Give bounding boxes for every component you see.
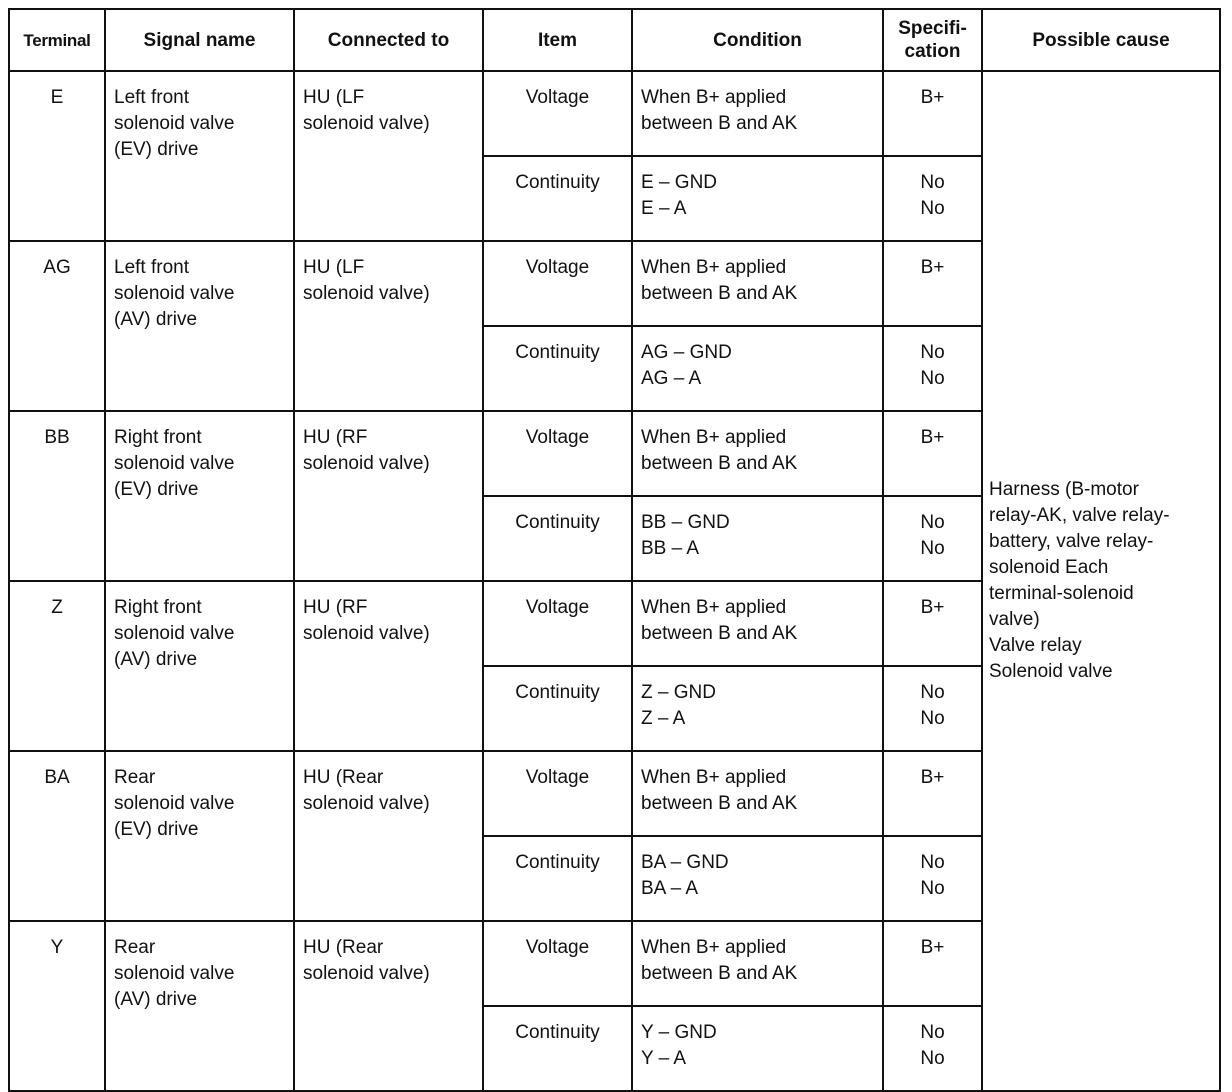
condition-continuity-line: Z – GND [641, 682, 716, 703]
spec-continuity-line: No [920, 682, 945, 703]
spec-continuity-cell [883, 1006, 982, 1091]
spec-voltage-cell: B+ [883, 581, 982, 666]
item-voltage-cell: Voltage [483, 921, 632, 1006]
condition-continuity-line: Y – A [641, 1048, 687, 1069]
spec-voltage-cell: B+ [883, 411, 982, 496]
item-voltage-cell: Voltage [483, 241, 632, 326]
connected-to-line: HU (Rear [303, 937, 384, 958]
connected-to-cell [294, 241, 483, 411]
signal-name-line: Right front [114, 427, 202, 448]
spec-continuity-line: No [920, 1048, 945, 1069]
header-signal-name: Signal name [105, 9, 294, 71]
connected-to-line: solenoid valve) [303, 283, 430, 304]
item-continuity-cell: Continuity [483, 1006, 632, 1091]
spec-continuity-cell [883, 496, 982, 581]
spec-continuity-cell [883, 666, 982, 751]
signal-name-line: Right front [114, 597, 202, 618]
item-continuity-cell: Continuity [483, 666, 632, 751]
condition-continuity-cell [632, 156, 883, 241]
condition-voltage-line: between B and AK [641, 113, 798, 134]
condition-continuity-line: BB – A [641, 538, 700, 559]
condition-voltage-line: When B+ applied [641, 427, 787, 448]
header-row [9, 9, 1220, 71]
signal-name-line: Rear [114, 767, 156, 788]
spec-continuity-line: No [920, 368, 945, 389]
connected-to-line: HU (LF [303, 257, 365, 278]
possible-cause-line: Solenoid valve [989, 661, 1113, 682]
connected-to-cell [294, 921, 483, 1091]
item-continuity-cell: Continuity [483, 326, 632, 411]
signal-name-line: (AV) drive [114, 649, 198, 670]
terminal-cell: E [9, 71, 105, 241]
signal-name-line: (EV) drive [114, 479, 199, 500]
terminal-cell: Z [9, 581, 105, 751]
condition-voltage-line: When B+ applied [641, 87, 787, 108]
signal-name-line: (EV) drive [114, 139, 199, 160]
signal-name-line: (EV) drive [114, 819, 199, 840]
condition-voltage-cell [632, 921, 883, 1006]
spec-continuity-line: No [920, 708, 945, 729]
signal-name-line: solenoid valve [114, 113, 235, 134]
condition-continuity-cell [632, 326, 883, 411]
spec-continuity-line: No [920, 1022, 945, 1043]
connected-to-line: solenoid valve) [303, 963, 430, 984]
possible-cause-line: solenoid Each [989, 557, 1109, 578]
condition-continuity-cell [632, 1006, 883, 1091]
condition-voltage-line: between B and AK [641, 623, 798, 644]
signal-name-cell [105, 71, 294, 241]
signal-name-line: Left front [114, 257, 189, 278]
signal-name-line: solenoid valve [114, 453, 235, 474]
signal-name-cell [105, 921, 294, 1091]
condition-continuity-line: AG – A [641, 368, 702, 389]
condition-voltage-cell [632, 581, 883, 666]
table-body [9, 71, 1220, 1091]
header-specification-line-1: Specifi- [898, 18, 967, 39]
signal-name-cell [105, 411, 294, 581]
condition-continuity-line: Z – A [641, 708, 686, 729]
spec-continuity-cell [883, 326, 982, 411]
condition-continuity-cell [632, 496, 883, 581]
condition-voltage-line: When B+ applied [641, 257, 787, 278]
condition-voltage-line: between B and AK [641, 963, 798, 984]
terminal-cell: AG [9, 241, 105, 411]
spec-continuity-cell [883, 836, 982, 921]
condition-continuity-line: BA – A [641, 878, 699, 899]
signal-name-line: solenoid valve [114, 283, 235, 304]
condition-voltage-cell [632, 241, 883, 326]
condition-continuity-line: E – A [641, 198, 687, 219]
condition-voltage-line: between B and AK [641, 453, 798, 474]
item-voltage-cell: Voltage [483, 581, 632, 666]
connected-to-line: HU (RF [303, 427, 368, 448]
possible-cause-line: relay-AK, valve relay- [989, 505, 1170, 526]
condition-continuity-line: BA – GND [641, 852, 729, 873]
possible-cause-line: Valve relay [989, 635, 1082, 656]
condition-voltage-line: When B+ applied [641, 597, 787, 618]
signal-name-line: solenoid valve [114, 963, 235, 984]
signal-name-line: (AV) drive [114, 309, 198, 330]
signal-name-line: Rear [114, 937, 156, 958]
condition-voltage-line: When B+ applied [641, 767, 787, 788]
possible-cause-line: battery, valve relay- [989, 531, 1154, 552]
spec-voltage-cell: B+ [883, 921, 982, 1006]
connected-to-line: solenoid valve) [303, 113, 430, 134]
spec-continuity-line: No [920, 342, 945, 363]
header-specification-line-2: cation [904, 41, 961, 62]
header-possible-cause: Possible cause [982, 9, 1220, 71]
terminal-cell: Y [9, 921, 105, 1091]
signal-name-cell [105, 241, 294, 411]
signal-name-line: (AV) drive [114, 989, 198, 1010]
connected-to-line: HU (Rear [303, 767, 384, 788]
connected-to-line: solenoid valve) [303, 623, 430, 644]
spec-continuity-line: No [920, 538, 945, 559]
header-item: Item [483, 9, 632, 71]
condition-voltage-line: When B+ applied [641, 937, 787, 958]
connected-to-line: solenoid valve) [303, 793, 430, 814]
condition-continuity-line: Y – GND [641, 1022, 717, 1043]
condition-continuity-line: AG – GND [641, 342, 732, 363]
connected-to-line: solenoid valve) [303, 453, 430, 474]
spec-voltage-cell: B+ [883, 71, 982, 156]
condition-continuity-line: BB – GND [641, 512, 730, 533]
header-condition: Condition [632, 9, 883, 71]
spec-continuity-line: No [920, 512, 945, 533]
possible-cause-cell [982, 71, 1220, 1091]
signal-name-line: solenoid valve [114, 623, 235, 644]
signal-name-line: solenoid valve [114, 793, 235, 814]
connected-to-line: HU (LF [303, 87, 365, 108]
condition-voltage-line: between B and AK [641, 793, 798, 814]
terminal-inspection-table [8, 8, 1221, 1092]
spec-continuity-line: No [920, 172, 945, 193]
possible-cause-line: terminal-solenoid [989, 583, 1134, 604]
condition-continuity-line: E – GND [641, 172, 718, 193]
signal-name-line: Left front [114, 87, 189, 108]
item-continuity-cell: Continuity [483, 496, 632, 581]
signal-name-cell [105, 751, 294, 921]
table-row [9, 71, 1220, 156]
item-voltage-cell: Voltage [483, 411, 632, 496]
terminal-cell: BB [9, 411, 105, 581]
item-continuity-cell: Continuity [483, 156, 632, 241]
spec-continuity-line: No [920, 878, 945, 899]
spec-continuity-cell [883, 156, 982, 241]
item-voltage-cell: Voltage [483, 751, 632, 836]
connected-to-cell [294, 411, 483, 581]
condition-voltage-line: between B and AK [641, 283, 798, 304]
header-connected-to: Connected to [294, 9, 483, 71]
item-continuity-cell: Continuity [483, 836, 632, 921]
condition-voltage-cell [632, 751, 883, 836]
spec-continuity-line: No [920, 198, 945, 219]
possible-cause-line: Harness (B-motor [989, 479, 1139, 500]
spec-voltage-cell: B+ [883, 751, 982, 836]
connected-to-line: HU (RF [303, 597, 368, 618]
terminal-cell: BA [9, 751, 105, 921]
signal-name-cell [105, 581, 294, 751]
condition-continuity-cell [632, 666, 883, 751]
condition-voltage-cell [632, 71, 883, 156]
spec-voltage-cell: B+ [883, 241, 982, 326]
condition-voltage-cell [632, 411, 883, 496]
possible-cause-line: valve) [989, 609, 1040, 630]
header-terminal: Terminal [9, 9, 105, 71]
condition-continuity-cell [632, 836, 883, 921]
spec-continuity-line: No [920, 852, 945, 873]
item-voltage-cell: Voltage [483, 71, 632, 156]
header-specification [883, 9, 982, 71]
connected-to-cell [294, 751, 483, 921]
connected-to-cell [294, 581, 483, 751]
connected-to-cell [294, 71, 483, 241]
